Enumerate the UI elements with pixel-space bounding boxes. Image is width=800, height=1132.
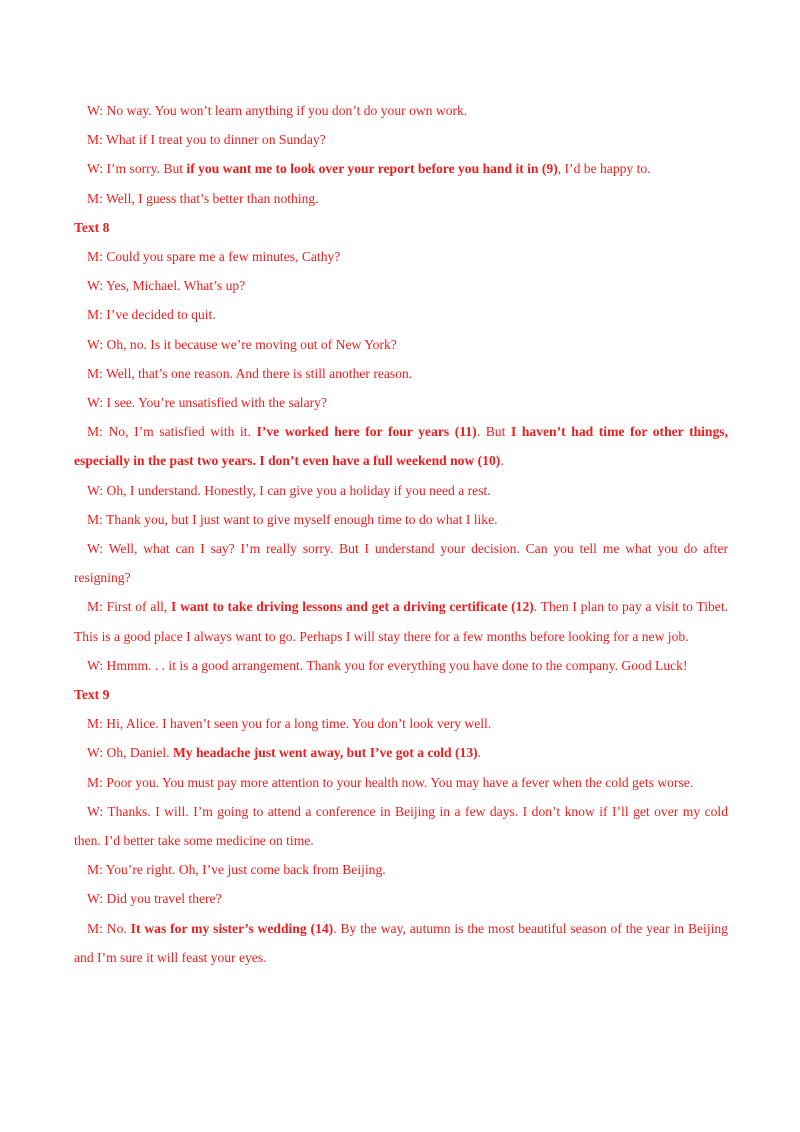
document-page bbox=[74, 96, 728, 972]
answer-highlight: I’ve worked here for four years (11) bbox=[256, 424, 477, 440]
dialogue-line: W: Oh, I understand. Honestly, I can give you a holiday if you need a rest. bbox=[87, 482, 491, 498]
dialogue-line: M: You’re right. Oh, I’ve just come back from Beijing. bbox=[87, 862, 386, 878]
dialogue-line-answer-12 bbox=[74, 592, 728, 650]
answer-highlight: It was for my sister’s wedding (14) bbox=[130, 920, 334, 936]
line-text: M: No. bbox=[87, 920, 131, 936]
dialogue-line-answer-13 bbox=[74, 738, 728, 767]
dialogue-line: M: Well, I guess that’s better than nothing. bbox=[87, 190, 319, 206]
section-heading-text-9: Text 9 bbox=[74, 687, 110, 703]
section-heading-text-8: Text 8 bbox=[74, 219, 110, 235]
line-text: M: First of all, bbox=[87, 599, 172, 615]
dialogue-line: W: Hmmm. . . it is a good arrangement. Thank you for everything you have done to the company. Good Luck! bbox=[87, 657, 688, 673]
line-text: W: I’m sorry. But bbox=[87, 161, 187, 177]
line-text: M: No, I’m satisfied with it. bbox=[87, 424, 257, 440]
line-text: W: Oh, Daniel. bbox=[87, 745, 173, 761]
dialogue-line: W: Yes, Michael. What’s up? bbox=[87, 278, 246, 294]
line-text: , I’d be happy to. bbox=[557, 161, 651, 177]
dialogue-line: W: Thanks. I will. I’m going to attend a conference in Beijing in a few days. I don’t know if I’ll get over my cold then. I’d better take some medicine on time. bbox=[74, 803, 728, 849]
dialogue-line: W: Well, what can I say? I’m really sorry. But I understand your decision. Can you tell me what you do after resigning? bbox=[74, 541, 728, 586]
dialogue-line: M: Poor you. You must pay more attention to your health now. You may have a fever when the cold gets worse. bbox=[87, 774, 694, 790]
dialogue-line: M: What if I treat you to dinner on Sunday? bbox=[87, 132, 326, 148]
line-text: . Then I plan to pay a visit to Tibet. This is a good place I always want to go. Perhaps I will stay there for a few months before looking for a new job. bbox=[74, 599, 728, 644]
dialogue-line: W: No way. You won’t learn anything if you don’t do your own work. bbox=[87, 103, 468, 118]
dialogue-line-answer-9 bbox=[74, 154, 728, 183]
answer-highlight: My headache just went away, but I’ve got a cold (13) bbox=[172, 745, 478, 761]
line-text: . bbox=[477, 745, 482, 761]
dialogue-line: W: I see. You’re unsatisfied with the salary? bbox=[87, 395, 327, 411]
dialogue-line: M: Could you spare me a few minutes, Cathy? bbox=[87, 249, 341, 265]
dialogue-line-answer-10-11 bbox=[74, 417, 728, 475]
answer-highlight: I haven’t had time for other things, especially in the past two years. I don’t even have a full weekend now (10) bbox=[74, 424, 728, 469]
dialogue-line: M: I’ve decided to quit. bbox=[87, 307, 216, 323]
dialogue-line: M: Thank you, but I just want to give myself enough time to do what I like. bbox=[87, 511, 498, 527]
dialogue-line: M: Well, that’s one reason. And there is still another reason. bbox=[87, 365, 413, 381]
line-text: . But bbox=[476, 424, 511, 440]
dialogue-line: M: Hi, Alice. I haven’t seen you for a long time. You don’t look very well. bbox=[87, 716, 492, 732]
dialogue-line-answer-14 bbox=[74, 914, 728, 972]
answer-highlight: if you want me to look over your report before you hand it in (9) bbox=[186, 161, 558, 177]
line-text: . By the way, autumn is the most beautiful season of the year in Beijing and I’m sure it will feast your eyes. bbox=[74, 920, 728, 965]
answer-highlight: I want to take driving lessons and get a driving certificate (12) bbox=[171, 599, 534, 615]
line-text: . bbox=[500, 453, 504, 469]
dialogue-line: W: Did you travel there? bbox=[87, 891, 222, 907]
dialogue-line: W: Oh, no. Is it because we’re moving out of New York? bbox=[87, 336, 397, 352]
